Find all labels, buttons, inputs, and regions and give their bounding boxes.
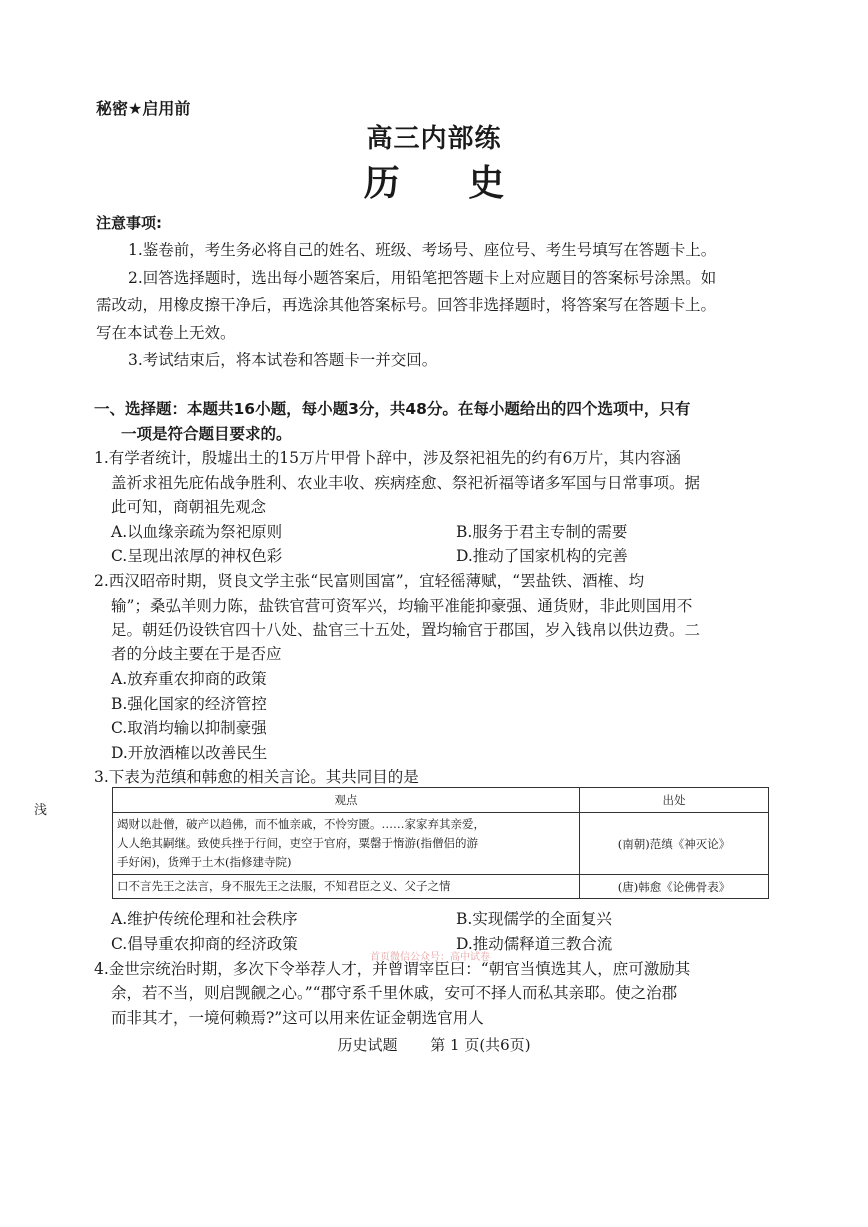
q2-stem-line: 输”；桑弘羊则力陈，盐铁官营可资军兴，均输平准能抑豪强、通货财，非此则国用不: [111, 597, 693, 615]
margin-character: 浅: [34, 803, 48, 818]
q1-stem-line: 1.有学者统计，殷墟出土的15万片甲骨卜辞中，涉及祭祀祖先的约有6万片，其内容涵: [94, 449, 681, 467]
q4-stem-line: 余，若不当，则启觊觎之心。”“郡守系千里休戚，安可不择人而私其亲耶。使之治郡: [111, 984, 678, 1002]
notice-line: 2.回答选择题时，选出每小题答案后，用铅笔把答题卡上对应题目的答案标号涂黑。如: [128, 269, 717, 287]
cell-line: 人人绝其嗣继。致使兵挫于行间，吏空于官府，粟罄于惰游(指僧侣的游: [117, 836, 478, 850]
watermark-text: 首页微信公众号：高中试卷: [370, 952, 490, 963]
notice-line: 1.鉴卷前，考生务必将自己的姓名、班级、考场号、座位号、考生号填写在答题卡上。: [128, 241, 717, 259]
table-cell-view: 口不言先王之法言，身不服先王之法服，不知君臣之义、父子之情: [113, 875, 580, 899]
cell-line: 手好闲)，货殚于土木(指修建寺院): [117, 855, 292, 869]
q1-option-b: B.服务于君主专制的需要: [456, 523, 628, 541]
table-row: [113, 813, 769, 875]
q3-option-a: A.维护传统伦理和社会秩序: [111, 910, 298, 928]
q4-stem-line: 4.金世宗统治时期，多次下令举荐人才，并曾谓宰臣曰：“朝官当慎选其人，庶可激励其: [94, 960, 691, 978]
q3-option-d: D.推动儒释道三教合流: [456, 935, 613, 953]
q1-stem-line: 此可知，商朝祖先观念: [111, 498, 267, 516]
footer-page-number: 第 1 页(共6页): [430, 1036, 531, 1054]
q3-table: [112, 787, 769, 899]
q1-option-a: A.以血缘亲疏为祭祀原则: [111, 523, 283, 541]
subject-title: 历 史: [363, 162, 533, 204]
table-cell-view: [113, 813, 580, 875]
q3-stem: 3.下表为范缜和韩愈的相关言论。其共同目的是: [94, 768, 419, 786]
q1-option-c: C.呈现出浓厚的神权色彩: [111, 547, 283, 565]
q3-option-c: C.倡导重农抑商的经济政策: [111, 935, 298, 953]
q2-option-c: C.取消均输以抑制豪强: [111, 719, 267, 737]
q4-stem-line: 而非其才，一境何赖焉?”这可以用来佐证金朝选官用人: [111, 1009, 484, 1027]
q3-option-b: B.实现儒学的全面复兴: [456, 910, 612, 928]
table-cell-source: (南朝)范缜《神灭论》: [580, 813, 769, 875]
notice-line: 3.考试结束后，将本试卷和答题卡一并交回。: [128, 351, 438, 369]
q2-option-a: A.放弃重农抑商的政策: [111, 670, 267, 688]
exam-title: 高三内部练: [366, 124, 502, 154]
q2-option-d: D.开放酒榷以改善民生: [111, 744, 268, 762]
notice-line: 需改动，用橡皮擦干净后，再选涂其他答案标号。回答非选择题时，将答案写在答题卡上。: [96, 296, 717, 314]
table-cell-source: (唐)韩愈《论佛骨表》: [580, 875, 769, 899]
table-header-row: [113, 788, 769, 813]
q2-stem-line: 足。朝廷仍设铁官四十八处、盐官三十五处，置均输官于郡国，岁入钱帛以供边费。二: [111, 621, 701, 639]
q2-stem-line: 者的分歧主要在于是否应: [111, 645, 282, 663]
cell-line: 竭财以赴僧，破产以趋佛，而不恤亲戚，不怜穷匮。……家家弃其亲爱，: [117, 817, 485, 831]
page-footer: [0, 1034, 868, 1055]
column-header-view: 观点: [113, 788, 580, 813]
q2-option-b: B.强化国家的经济管控: [111, 695, 267, 713]
section-heading-cont: 一项是符合题目要求的。: [121, 425, 292, 443]
section-heading: 一、选择题：本题共16小题，每小题3分，共48分。在每小题给出的四个选项中，只有: [94, 400, 691, 418]
footer-subject: 历史试题: [337, 1036, 398, 1054]
notice-heading: 注意事项:: [96, 214, 162, 232]
column-header-source: 出处: [580, 788, 769, 813]
q1-option-d: D.推动了国家机构的完善: [456, 547, 628, 565]
table-row: [113, 875, 769, 899]
q2-stem-line: 2.西汉昭帝时期，贤良文学主张“民富则国富”，宜轻徭薄赋，“罢盐铁、酒榷、均: [94, 572, 645, 590]
notice-line: 写在本试卷上无效。: [96, 324, 236, 342]
q1-stem-line: 盖祈求祖先庇佑战争胜利、农业丰收、疾病痊愈、祭祀祈福等诸多军国与日常事项。据: [111, 474, 701, 492]
confidential-mark: 秘密★启用前: [96, 99, 191, 118]
